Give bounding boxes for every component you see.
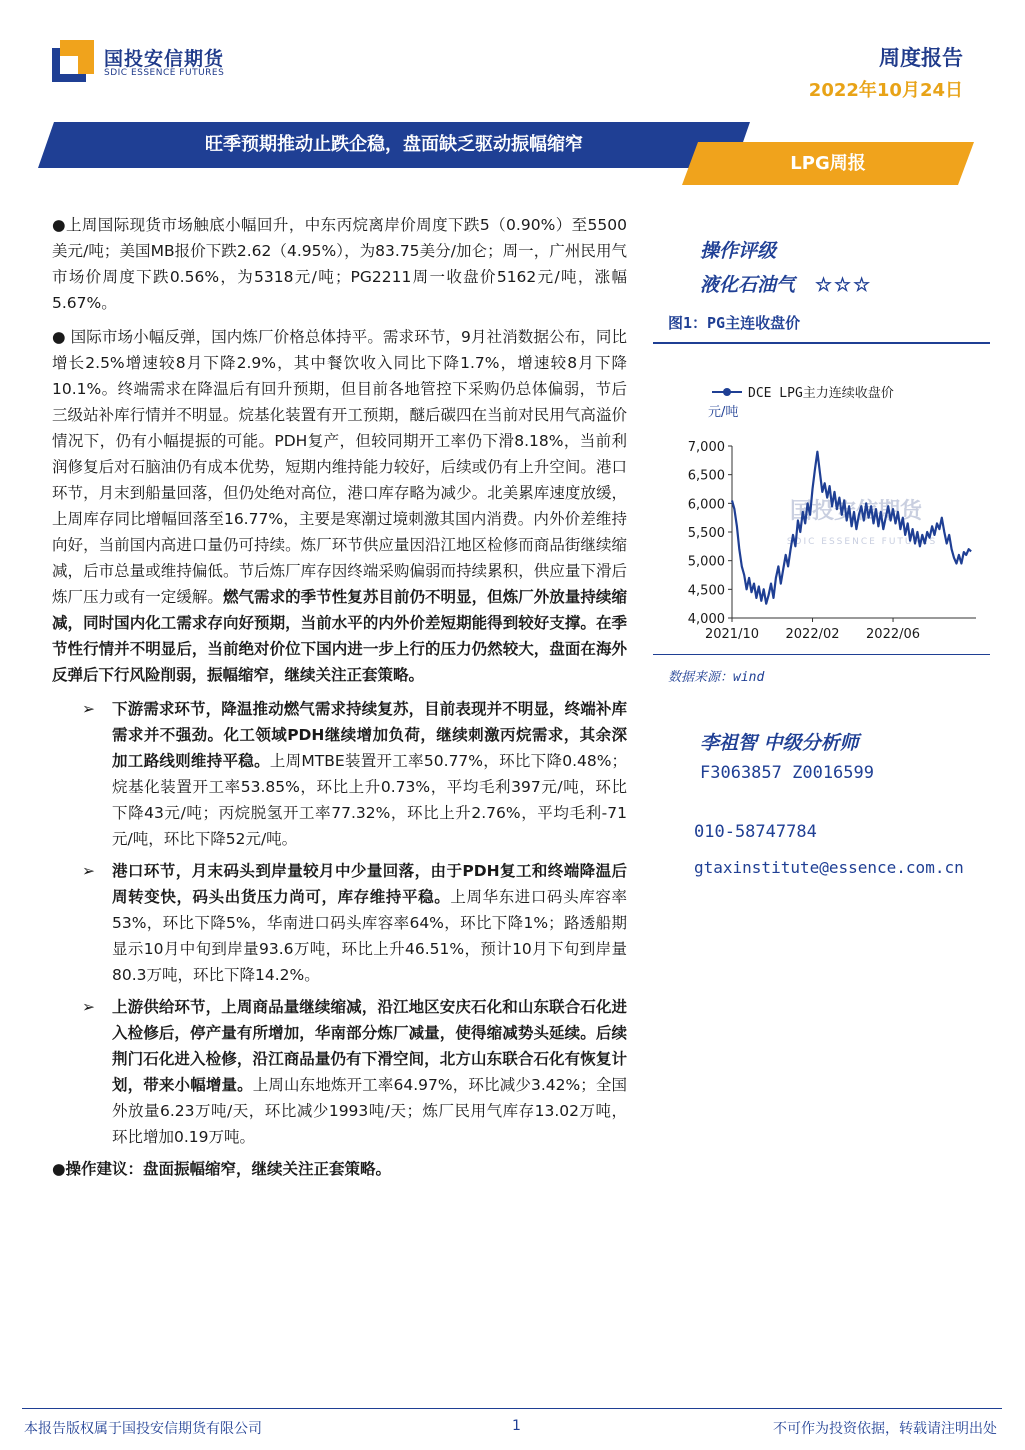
rating-stars-icon: ☆☆☆	[815, 274, 873, 296]
x-tick-label: 2021/10	[704, 627, 760, 642]
arrow-bullet-icon: ➢	[82, 998, 95, 1016]
price-line-chart	[656, 372, 986, 652]
subsection-supply	[52, 994, 627, 1150]
analyst-name: 李祖智 中级分析师	[700, 732, 859, 754]
paragraph-analysis	[52, 324, 627, 688]
figure-bottom-rule	[653, 654, 990, 655]
footer-disclaimer: 不可作为投资依据，转载请注明出处	[773, 1421, 997, 1437]
logo-en-text: SDIC ESSENCE FUTURES	[104, 68, 225, 78]
contact-phone: 010-58747784	[694, 822, 817, 842]
demand-bold: 下游需求环节，降温推动燃气需求持续复苏，目前表现并不明显，终端补库需求并不强劲。化工领域PDH继续增加负荷，继续刺激丙烷需求，其余深加工路线则维持平稳。	[112, 700, 627, 770]
y-tick-label: 7,000	[687, 440, 725, 455]
logo-mark-icon	[52, 40, 94, 82]
analyst-license: F3063857 Z0016599	[700, 763, 874, 783]
subsection-demand	[52, 696, 627, 852]
supply-normal: 上周山东地炼开工率64.97%，环比减少3.42%；全国外放量6.23万吨/天，环比减少1993吨/天；炼厂民用气库存13.02万吨，环比增加0.19万吨。	[112, 1076, 627, 1146]
legend-label: DCE LPG主力连续收盘价	[748, 386, 894, 401]
rating-title: 操作评级	[700, 240, 777, 262]
analysis-bold: 燃气需求的季节性复苏目前仍不明显，但炼厂外放量持续缩减，同时国内化工需求存向好预期，当前水平的内外价差短期能得到较好支撑。在季节性行情并不明显后，当前绝对价位下国内进一步上行的压力仍然较大，盘面在海外反弹后下行风险削弱，振幅缩窄，继续关注正套策略。	[52, 588, 627, 684]
operation-advice: ●操作建议：盘面振幅缩窄，继续关注正套策略。	[52, 1160, 392, 1178]
report-title: 旺季预期推动止跌企稳，盘面缺乏驱动振幅缩窄	[205, 134, 583, 155]
x-tick-label: 2022/06	[866, 627, 921, 642]
paragraph-market-summary: ●上周国际现货市场触底小幅回升，中东丙烷离岸价周度下跌5（0.90%）至5500美元/吨；美国MB报价下跌2.62（4.95%），为83.75美分/加仑；周一，广州民用气市场价周度下跌0.56%，为5318元/吨；PG2211周一收盘价5162元/吨，涨幅5.67%。	[52, 216, 627, 312]
supply-bold: 上游供给环节，上周商品量继续缩减，沿江地区安庆石化和山东联合石化进入检修后，停产量有所增加，华南部分炼厂减量，使得缩减势头延续。后续荆门石化进入检修，沿江商品量仍有下滑空间，北方山东联合石化有恢复计划，带来小幅增量。	[112, 998, 627, 1094]
footer-rule	[22, 1408, 1002, 1409]
arrow-bullet-icon: ➢	[82, 862, 95, 880]
y-tick-label: 4,000	[687, 612, 725, 627]
report-tag: LPG周报	[790, 153, 866, 174]
demand-normal: 上周MTBE装置开工率50.77%，环比下降0.48%；烷基化装置开工率53.85%，环比上升0.73%，平均毛利397元/吨，环比下降43元/吨；丙烷脱氢开工率77.32%，环比上升2.76%，平均毛利-71元/吨，环比下降52元/吨。	[112, 752, 627, 848]
rating-product: 液化石油气	[700, 274, 796, 296]
chart-watermark-en: SDIC ESSENCE FUTURES	[786, 537, 938, 547]
main-text-column	[52, 212, 627, 1190]
contact-email: gtaxinstitute@essence.com.cn	[694, 858, 964, 877]
figure-top-rule	[653, 342, 990, 344]
y-tick-label: 6,000	[687, 497, 725, 513]
y-tick-label: 4,500	[687, 583, 725, 599]
page-number: 1	[512, 1418, 521, 1434]
y-axis-unit: 元/吨	[708, 405, 739, 420]
chart-watermark: 国投安信期货	[789, 499, 923, 524]
logo-cn-text: 国投安信期货	[104, 48, 225, 70]
legend-marker	[723, 388, 731, 396]
footer-copyright: 本报告版权属于国投安信期货有限公司	[24, 1421, 262, 1437]
analysis-normal: ● 国际市场小幅反弹，国内炼厂价格总体持平。需求环节，9月社消数据公布，同比增长2.5%增速较8月下降2.9%，其中餐饮收入同比下降1.7%，增速较8月下降10.1%。终端需求在降温后有回升预期，但目前各地管控下采购仍总体偏弱，节后三级站补库行情并不明显。烷基化装置有开工预期，醚后碳四在当前对民用气高溢价情况下，仍有小幅提振的可能。PDH复产，但较同期开工率仍下滑8.18%，当前利润修复后对石脑油仍有成本优势，短期内维持能力较好，后续或仍有上升空间。港口环节，月末到船量回落，但仍处绝对高位，港口库存略为减少。北美累库速度放缓，上周库存同比增幅回落至16.77%，主要是寒潮过境刺激其国内消费。内外价差维持向好，当前国内高进口量仍可持续。炼厂环节供应量因沿江地区检修而商品街继续缩减，后市总量或维持偏低。节后炼厂库存因终端采购偏弱而持续累积，供应量下滑后炼厂压力或有一定缓解。	[52, 328, 627, 606]
rating-line	[700, 270, 872, 297]
subsection-port	[52, 858, 627, 988]
report-date: 2022年10月24日	[808, 80, 963, 101]
port-bold: 港口环节，月末码头到岸量较月中少量回落，由于PDH复工和终端降温后周转变快，码头出货压力尚可，库存维持平稳。	[112, 862, 627, 906]
y-tick-label: 5,500	[687, 526, 725, 541]
port-normal: 上周华东进口码头库容率53%，环比下降5%，华南进口码头库容率64%，环比下降1%；路透船期显示10月中旬到岸量93.6万吨，环比上升46.51%，预计10月下旬到岸量80.3万吨，环比下降14.2%。	[112, 888, 627, 984]
figure-title: 图1：PG主连收盘价	[668, 314, 801, 332]
arrow-bullet-icon: ➢	[82, 700, 95, 718]
x-tick-label: 2022/02	[785, 627, 840, 642]
y-tick-label: 6,500	[687, 468, 725, 484]
data-source: 数据来源：wind	[668, 670, 765, 685]
company-logo	[52, 40, 242, 88]
report-type: 周度报告	[879, 46, 963, 70]
y-tick-label: 5,000	[687, 554, 725, 570]
series-line-dce-lpg	[732, 452, 971, 604]
